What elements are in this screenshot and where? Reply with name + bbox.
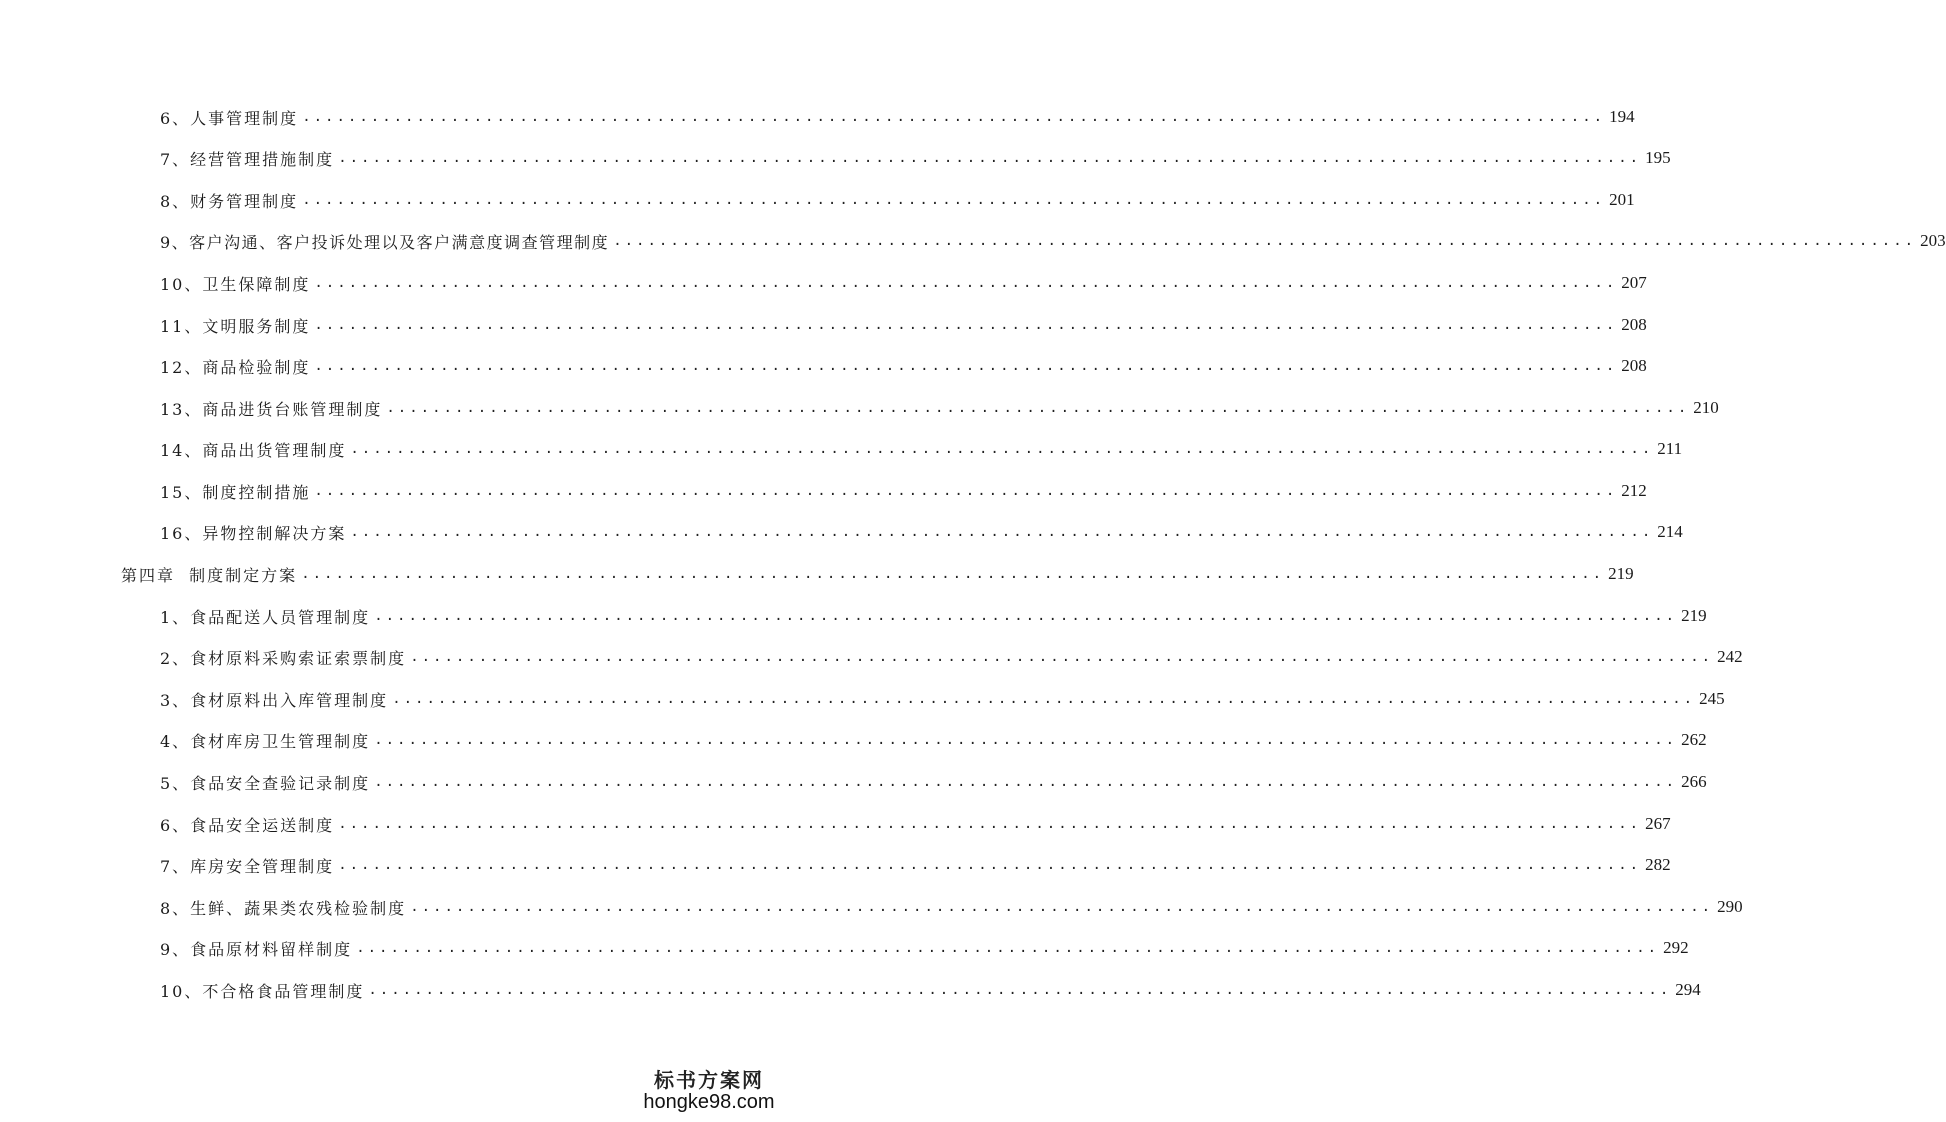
toc-entry[interactable]	[160, 393, 1719, 423]
toc-entry[interactable]	[160, 143, 1671, 173]
dot-leader: ..................................................................................................................	[374, 732, 1678, 748]
toc-entry[interactable]	[160, 725, 1707, 755]
site-watermark	[639, 1064, 779, 1114]
toc-entry-title: 1、食品配送人员管理制度	[160, 607, 371, 627]
toc-entry[interactable]	[160, 933, 1689, 963]
toc-entry-page: 201	[1609, 190, 1635, 209]
toc-entry-page: 219	[1608, 564, 1634, 583]
toc-entry-title: 12、商品检验制度	[160, 357, 311, 377]
toc-entry-page: 266	[1681, 772, 1707, 791]
toc-entry[interactable]	[160, 185, 1635, 215]
toc-entry-title: 2、食材原料采购索证索票制度	[160, 648, 407, 668]
toc-entry-page: 208	[1621, 315, 1647, 334]
toc-entry-title: 10、不合格食品管理制度	[160, 981, 365, 1001]
dot-leader: ..................................................................................................................	[338, 816, 1642, 832]
toc-entry-page: 195	[1645, 148, 1671, 167]
dot-leader: ..................................................................................................................	[374, 608, 1678, 624]
toc-entry-page: 203	[1920, 231, 1946, 250]
dot-leader: ..................................................................................................................	[410, 649, 1714, 665]
dot-leader: ..................................................................................................................	[314, 275, 1618, 291]
toc-entry[interactable]	[160, 476, 1647, 506]
toc-entry[interactable]	[160, 684, 1725, 714]
toc-entry-title: 14、商品出货管理制度	[160, 440, 347, 460]
dot-leader: ..................................................................................................................	[338, 150, 1642, 166]
toc-entry[interactable]	[160, 102, 1635, 132]
toc-entry-page: 242	[1717, 647, 1743, 666]
dot-leader: ..................................................................................................................	[302, 192, 1606, 208]
dot-leader: ..................................................................................................................	[314, 317, 1618, 333]
dot-leader: ..................................................................................................................	[374, 774, 1678, 790]
toc-entry[interactable]	[160, 642, 1743, 672]
dot-leader: ..................................................................................................................	[356, 940, 1660, 956]
toc-entry-page: 245	[1699, 689, 1725, 708]
toc-entry-page: 208	[1621, 356, 1647, 375]
watermark-site-name: 标书方案网	[654, 1068, 764, 1092]
toc-entry[interactable]	[160, 892, 1743, 922]
toc-entry[interactable]	[160, 351, 1647, 381]
toc-entry-page: 219	[1681, 606, 1707, 625]
toc-entry[interactable]	[160, 601, 1707, 631]
toc-entry-page: 207	[1621, 273, 1647, 292]
toc-entry-title: 7、经营管理措施制度	[160, 149, 335, 169]
toc-entry-page: 292	[1663, 938, 1689, 957]
toc-entry-title: 3、食材原料出入库管理制度	[160, 690, 389, 710]
toc-entry-page: 294	[1675, 980, 1701, 999]
toc-entry-title: 第四章 制度制定方案	[121, 565, 298, 585]
toc-entry-title: 9、客户沟通、客户投诉处理以及客户满意度调查管理制度	[160, 232, 610, 252]
dot-leader: ..................................................................................................................	[301, 566, 1605, 582]
dot-leader: ..................................................................................................................	[350, 441, 1654, 457]
toc-entry-title: 9、食品原材料留样制度	[160, 939, 353, 959]
toc-entry[interactable]	[160, 434, 1683, 464]
toc-entry-page: 212	[1621, 481, 1647, 500]
toc-entry-page: 262	[1681, 730, 1707, 749]
toc-entry-title: 6、人事管理制度	[160, 108, 299, 128]
toc-entry[interactable]	[160, 310, 1647, 340]
dot-leader: ..................................................................................................................	[368, 982, 1672, 998]
toc-entry-title: 7、库房安全管理制度	[160, 856, 335, 876]
toc-entry[interactable]	[160, 226, 1946, 256]
toc-entry[interactable]	[160, 767, 1707, 797]
toc-entry[interactable]	[160, 268, 1647, 298]
toc-entry-page: 290	[1717, 897, 1743, 916]
dot-leader: ..................................................................................................................	[392, 691, 1696, 707]
toc-entry-title: 8、财务管理制度	[160, 191, 299, 211]
toc-entry-title: 8、生鲜、蔬果类农残检验制度	[160, 898, 407, 918]
toc-entry-title: 10、卫生保障制度	[160, 274, 311, 294]
toc-entry-page: 214	[1657, 522, 1683, 541]
dot-leader: ..................................................................................................................	[386, 400, 1690, 416]
toc-entry[interactable]	[160, 850, 1671, 880]
toc-entry-page: 282	[1645, 855, 1671, 874]
watermark-url: hongke98.com	[643, 1091, 775, 1113]
toc-entry-page: 210	[1693, 398, 1719, 417]
dot-leader: ..................................................................................................................	[314, 483, 1618, 499]
toc-entry-page: 267	[1645, 814, 1671, 833]
toc-entry-title: 6、食品安全运送制度	[160, 815, 335, 835]
toc-entry-title: 4、食材库房卫生管理制度	[160, 731, 371, 751]
toc-entry-title: 11、文明服务制度	[160, 316, 311, 336]
toc-entry-page: 211	[1657, 439, 1683, 458]
toc-entry-title: 15、制度控制措施	[160, 482, 311, 502]
toc-entry-page: 194	[1609, 107, 1635, 126]
toc-entry[interactable]	[160, 517, 1683, 547]
toc-entry-title: 5、食品安全查验记录制度	[160, 773, 371, 793]
dot-leader: ..................................................................................................................	[314, 358, 1618, 374]
toc-entry-title: 16、异物控制解决方案	[160, 523, 347, 543]
dot-leader: ..................................................................................................................	[410, 899, 1714, 915]
dot-leader: ..................................................................................................................	[613, 233, 1917, 249]
dot-leader: ..................................................................................................................	[302, 109, 1606, 125]
toc-entry[interactable]	[160, 975, 1701, 1005]
dot-leader: ..................................................................................................................	[350, 524, 1654, 540]
dot-leader: ..................................................................................................................	[338, 857, 1642, 873]
toc-chapter-entry[interactable]	[121, 559, 1634, 589]
toc-entry[interactable]	[160, 809, 1671, 839]
toc-entry-title: 13、商品进货台账管理制度	[160, 399, 383, 419]
